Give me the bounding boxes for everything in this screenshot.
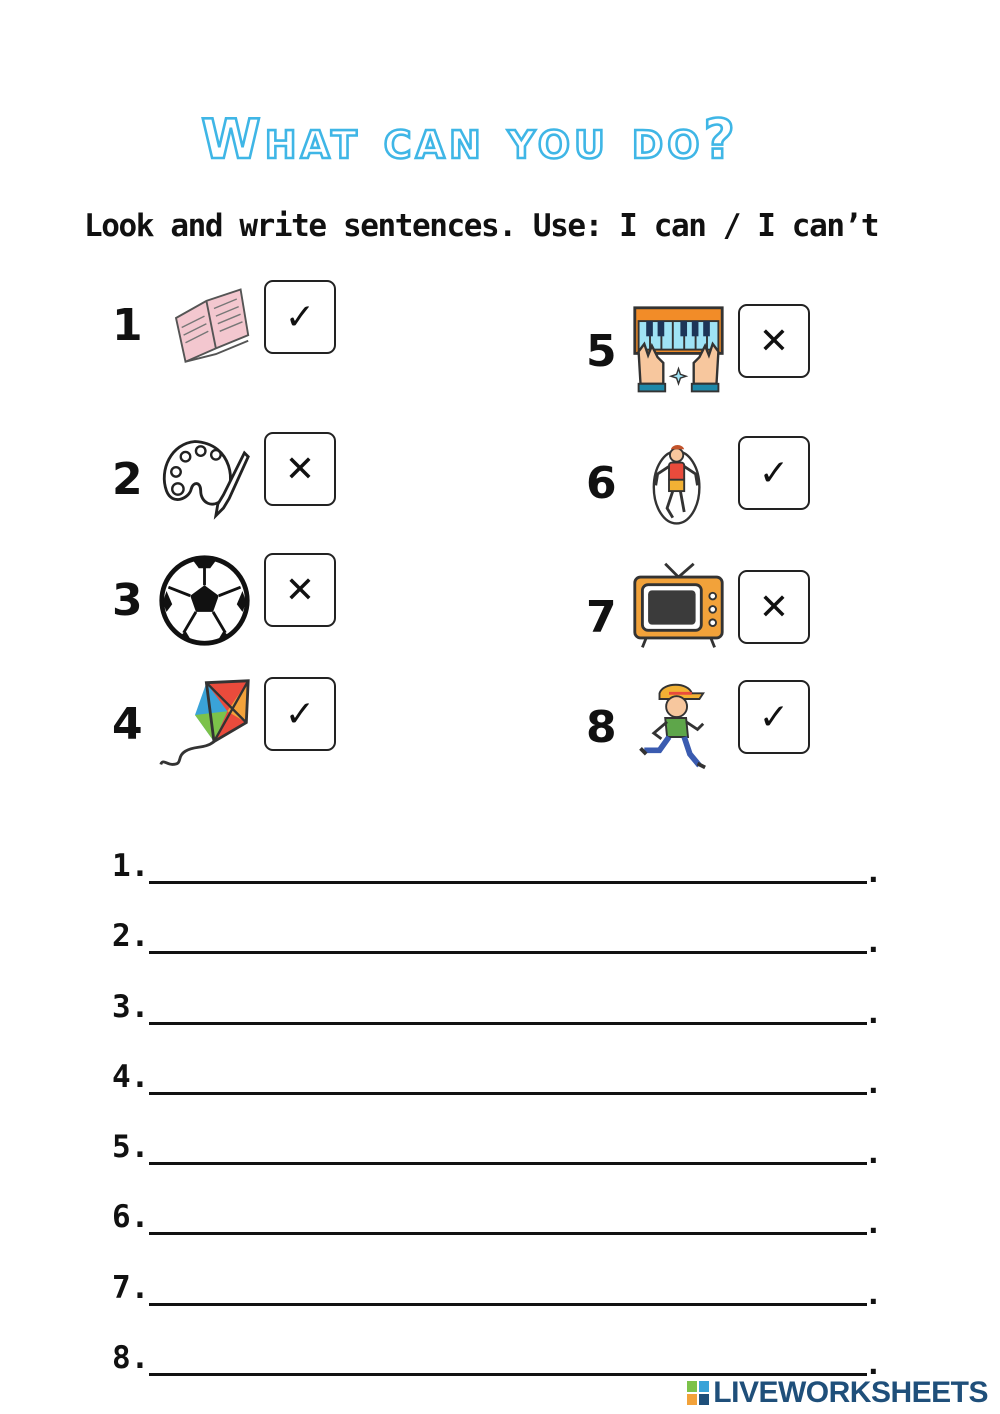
running-boy-icon xyxy=(631,680,726,775)
answer-end-dot: . xyxy=(868,1066,879,1100)
liveworksheets-logo-icon xyxy=(687,1381,709,1405)
answer-lines xyxy=(112,848,892,1410)
answer-label: 2. xyxy=(112,918,150,955)
answer-end-dot: . xyxy=(868,1137,879,1171)
answer-input-line[interactable] xyxy=(149,1232,867,1235)
item-1 xyxy=(112,280,472,380)
answer-input-line[interactable] xyxy=(149,1022,867,1025)
answer-input-line[interactable] xyxy=(149,1162,867,1165)
item-number: 6 xyxy=(586,458,617,509)
answer-end-dot: . xyxy=(868,1207,879,1241)
worksheet-title xyxy=(150,100,790,180)
item-number: 5 xyxy=(586,326,617,377)
item-6 xyxy=(586,436,946,536)
cannot-cross-box: ✕ xyxy=(264,432,336,506)
answer-end-dot: . xyxy=(868,926,879,960)
answer-input-line[interactable] xyxy=(149,1092,867,1095)
title-text: What can you do? xyxy=(201,108,739,171)
answer-input-line[interactable] xyxy=(149,881,867,884)
cannot-cross-box: ✕ xyxy=(738,304,810,378)
can-check-box: ✓ xyxy=(738,680,810,754)
item-number: 3 xyxy=(112,575,143,626)
item-5 xyxy=(586,304,946,404)
can-check-box: ✓ xyxy=(264,677,336,751)
answer-row xyxy=(112,1129,892,1199)
answer-row xyxy=(112,989,892,1059)
soccer-ball-icon xyxy=(157,553,252,648)
item-number: 8 xyxy=(586,702,617,753)
title-graphic xyxy=(150,100,790,180)
answer-label: 5. xyxy=(112,1129,150,1166)
kite-icon xyxy=(157,677,252,772)
book-icon xyxy=(157,280,252,375)
liveworksheets-watermark xyxy=(687,1376,988,1410)
item-number: 2 xyxy=(112,454,143,505)
answer-end-dot: . xyxy=(868,1277,879,1311)
item-4 xyxy=(112,677,472,777)
answer-row xyxy=(112,1199,892,1269)
answer-end-dot: . xyxy=(868,856,879,889)
answer-input-line[interactable] xyxy=(149,951,867,954)
answer-label: 3. xyxy=(112,988,150,1025)
cannot-cross-box: ✕ xyxy=(738,570,810,644)
jump-rope-icon xyxy=(631,436,726,531)
item-8 xyxy=(586,680,946,780)
answer-end-dot: . xyxy=(868,996,879,1030)
item-number: 1 xyxy=(112,300,143,351)
instruction-text: Look and write sentences. Use: I can / I can’t xyxy=(84,208,879,244)
item-number: 4 xyxy=(112,699,143,750)
answer-label: 6. xyxy=(112,1199,150,1236)
answer-row xyxy=(112,848,892,918)
answer-input-line[interactable] xyxy=(149,1303,867,1306)
tv-icon xyxy=(631,560,726,655)
can-check-box: ✓ xyxy=(738,436,810,510)
item-2 xyxy=(112,432,472,532)
answer-label: 1. xyxy=(112,848,150,884)
answer-row xyxy=(112,1059,892,1129)
item-3 xyxy=(112,553,472,653)
answer-row xyxy=(112,918,892,988)
cannot-cross-box: ✕ xyxy=(264,553,336,627)
can-check-box: ✓ xyxy=(264,280,336,354)
answer-label: 4. xyxy=(112,1058,150,1095)
item-7 xyxy=(586,570,946,670)
answer-label: 8. xyxy=(112,1340,150,1377)
answer-label: 7. xyxy=(112,1269,150,1306)
answer-row xyxy=(112,1270,892,1340)
palette-icon xyxy=(157,432,252,527)
watermark-text: LIVEWORKSHEETS xyxy=(713,1376,988,1409)
item-number: 7 xyxy=(586,592,617,643)
answer-end-dot: . xyxy=(868,1348,879,1382)
piano-icon xyxy=(631,304,726,399)
